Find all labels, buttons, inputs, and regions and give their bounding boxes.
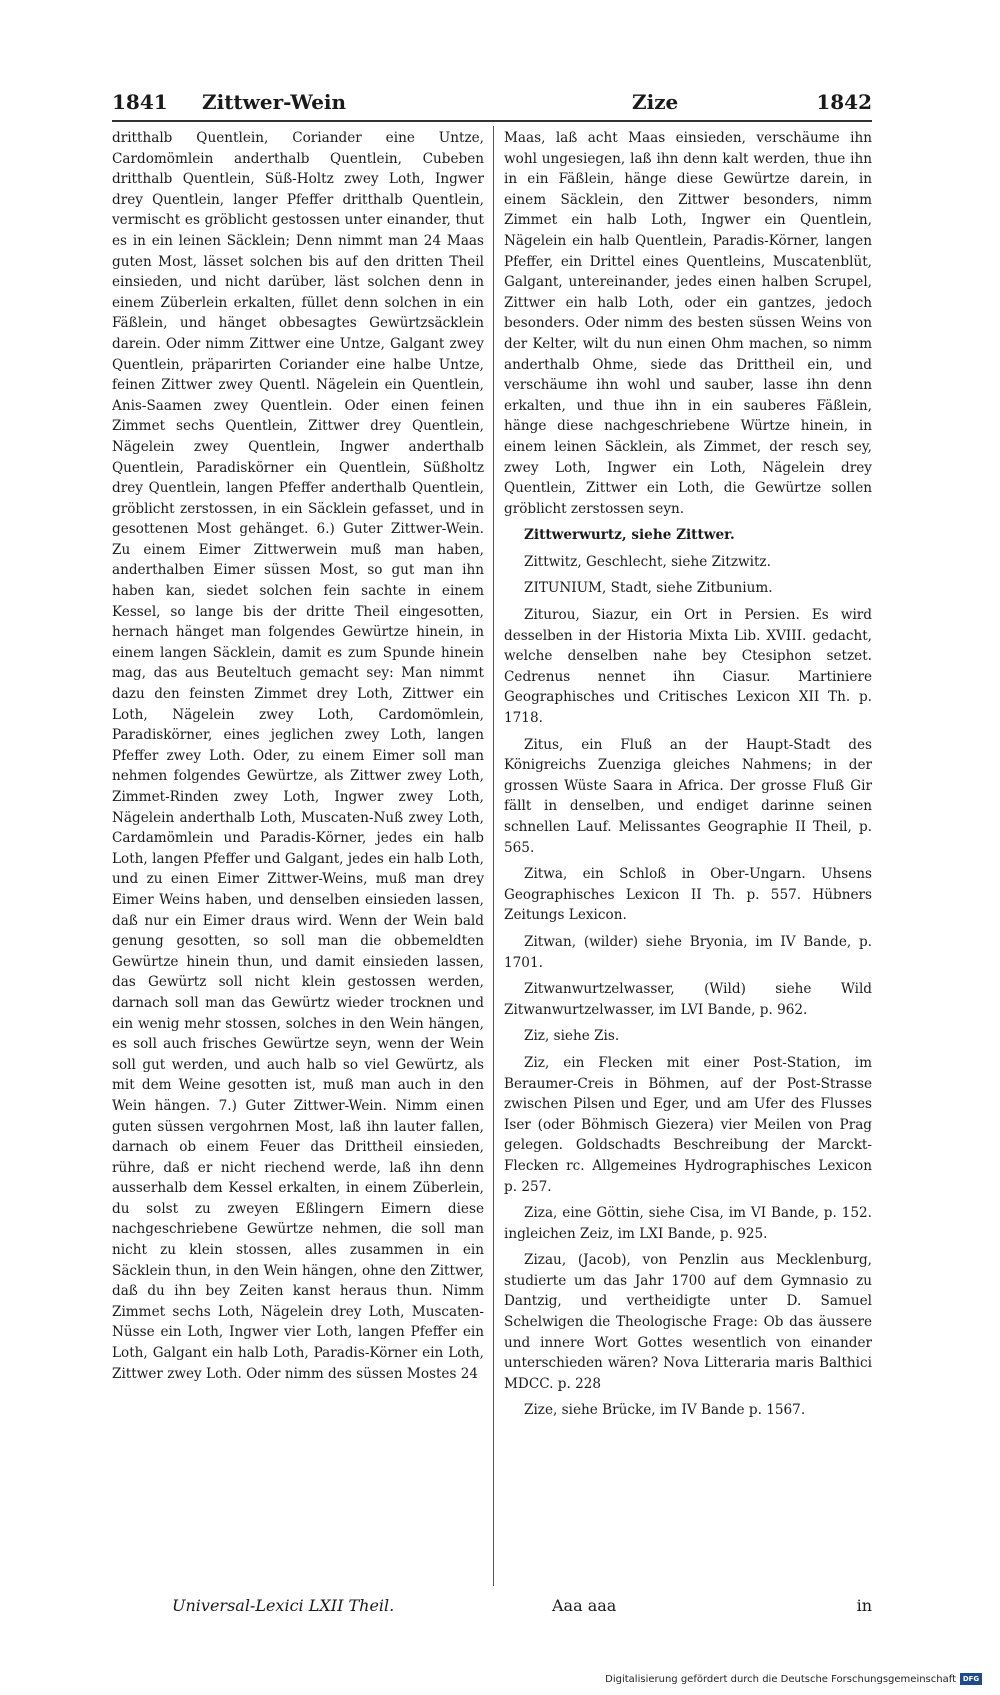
- dictionary-entry: Zize, siehe Brücke, im IV Bande p. 1567.: [524, 1402, 806, 1419]
- dictionary-entry: Ziturou, Siazur, ein Ort in Persien. Es wird desselben in der Historia Mixta Lib. XVIII. gedacht, welche denselben nahe bey Ctesiphon setzet. Cedrenus nennet ihn Ciasur. Martiniere Geographisches und Critisches Lexicon XII Th. p. 1718.: [504, 607, 872, 727]
- dictionary-entry: Ziza, eine Göttin, siehe Cisa, im VI Bande, p. 152. ingleichen Zeiz, im LXI Bande, p. 925.: [504, 1205, 872, 1242]
- page-number-left: 1841: [112, 90, 168, 114]
- digitization-note: Digitalisierung gefördert durch die Deutsche Forschungsgemeinschaft: [605, 1673, 956, 1685]
- dfg-logo-icon: DFG: [960, 1673, 982, 1685]
- left-column: [112, 128, 484, 1588]
- catchword: in: [856, 1596, 872, 1615]
- volume-title: Universal-Lexici LXII Theil.: [172, 1596, 395, 1615]
- right-column: [504, 128, 872, 1588]
- dictionary-entry: Ziz, ein Flecken mit einer Post-Station, im Beraumer-Creis in Böhmen, auf der Post-Strasse zwischen Pilsen und Eger, und am Ufer des Flusses Iser (oder Böhmisch Giezera) vier Meilen von Prag gelegen. Goldschadts Beschreibung der Marckt-Flecken rc. Allgemeines Hydrographisches Lexicon p. 257.: [504, 1054, 872, 1195]
- text-paragraph: dritthalb Quentlein, Coriander eine Untze, Cardomömlein anderthalb Quentlein, Cubeben dritthalb Quentlein, Süß-Holtz zwey Loth, Ingwer drey Quentlein, langer Pfeffer dritthalb Quentlein, vermischt es gröblicht gestossen unter einander, thut es in ein leinen Säcklein; Denn nimmt man 24 Maas guten Most, lässet solchen bis auf den dritten Theil einsieden, und nicht darüber, läst solchen denn in einem Züberlein erkalten, füllet denn solchen in ein Fäßlein, und hänget obbesagtes Gewürtzsäcklein darein. Oder nimm Zittwer eine Untze, Galgant zwey Quentlein, präparirten Coriander eine halbe Untze, feinen Zittwer zwey Quentl. Nägelein ein Quentlein, Anis-Saamen zwey Quentlein. Oder einen feinen Zimmet sechs Quentlein, Zittwer drey Quentlein, Nägelein zwey Quentlein, Ingwer anderthalb Quentlein, Paradiskörner ein Quentlein, Süßholtz drey Quentlein, langen Pfeffer anderthalb Quentlein, gröblicht zerstossen, in ein Säcklein gefasset, und in gesottenen Most gehänget. 6.) Guter Zittwer-Wein. Zu einem Eimer Zittwerwein muß man haben, anderthalben Eimer süssen Most, so gut man ihn haben kan, siedet solchen fein sachte in einem Kessel, so lange bis der dritte Theil eingesotten, hernach hänget man folgendes Gewürtze hinein, in einem langen Säcklein, damit es zum Spunde hinein mag, das aus Beuteltuch gemacht sey: Man nimmt dazu den feinsten Zimmet drey Loth, Zittwer ein Loth, Nägelein zwey Loth, Cardomömlein, Paradiskörner, eines jeglichen zwey Loth, langen Pfeffer zwey Loth. Oder, zu einem Eimer soll man nehmen folgendes Gewürtze, als Zittwer zwey Loth, Zimmet-Rinden zwey Loth, Ingwer zwey Loth, Nägelein anderthalb Loth, Muscaten-Nuß zwey Loth, Cardamömlein und Paradis-Körner, jedes ein halb Loth, langen Pfeffer und Galgant, jedes ein halb Loth, und zu einen Eimer Zittwer-Weins, muß man drey Eimer Weins haben, und denselben einsieden lassen, daß nur ein Eimer draus wird. Wenn der Wein bald genung gesotten, so soll man die obbemeldten Gewürtze hinein thun, und damit einsieden lassen, das Gewürtz soll nicht klein gestossen werden, darnach soll man das Gewürtz wieder trocknen und ein wenig mehr stossen, solches in den Wein hängen, es soll auch frisches Gewürtze seyn, wenn der Wein soll gut werden, und auch halb so viel Gewürtz, als mit dem Weine gesotten ist, muß man auch in den Wein hängen. 7.) Guter Zittwer-Wein. Nimm einen guten süssen vergohrnen Most, laß ihn lauter fallen, darnach ob einem Feuer das Drittheil einsieden, rühre, daß er nicht riechend werde, laß ihn denn ausserhalb dem Kessel erkalten, in einem Züberlein, du solst zu zweyen Eßlingern Eimern diese nachgeschriebene Gewürtze nehmen, die soll man nicht zu klein stossen, alles zusammen in ein Säcklein thun, in den Wein hängen, ohne den Zittwer, daß du ihn bey Zeiten kanst heraus thun. Nimm Zimmet sechs Loth, Nägelein drey Loth, Muscaten-Nüsse ein Loth, Ingwer vier Loth, langen Pfeffer ein Loth, Galgant ein halb Loth, Paradis-Körner ein Loth, Zittwer zwey Loth. Oder nimm des süssen Mostes 24: [112, 130, 484, 1382]
- dictionary-entry: Ziz, siehe Zis.: [524, 1028, 620, 1045]
- dictionary-entry: Zitwa, ein Schloß in Ober-Ungarn. Uhsens Geographisches Lexicon II Th. p. 557. Hübners Zeitungs Lexicon.: [504, 866, 872, 924]
- dictionary-entry: ZITUNIUM, Stadt, siehe Zitbunium.: [524, 580, 773, 597]
- page-header: [112, 86, 872, 122]
- header-right-word: Zize: [632, 90, 679, 114]
- dictionary-entry: Zitus, ein Fluß an der Haupt-Stadt des Königreichs Zuenziga gleiches Nahmens; in der grossen Wüste Saara in Africa. Der grosse Fluß Gir fällt in denselben, und endiget darinne seinen schnellen Lauf. Melissantes Geographie II Theil, p. 565.: [504, 736, 872, 856]
- dictionary-entry: Zitwan, (wilder) siehe Bryonia, im IV Bande, p. 1701.: [504, 933, 872, 971]
- signature-mark: Aaa aaa: [552, 1596, 617, 1615]
- dictionary-entry: Zittwitz, Geschlecht, siehe Zitzwitz.: [524, 553, 771, 570]
- text-paragraph: Maas, laß acht Maas einsieden, verschäume ihn wohl ungesiegen, laß ihn denn kalt werden, thue ihn in ein Fäßlein, hänge diese Gewürtze darein, in einem Säcklein, den Zittwer besonders, nimm Zimmet ein halb Loth, Ingwer ein Quentlein, Nägelein ein halb Quentlein, Paradis-Körner, langen Pfeffer, ein Drittel eines Quentleins, Muscatenblüt, Galgant, untereinander, jedes einen halben Scrupel, Zittwer ein halb Loth, oder ein gantzes, jedoch besonders. Oder nimm des besten süssen Weins von der Kelter, wilt du nun einen Ohm machen, so nimm anderthalb Ohme, siede das Drittheil ein, und verschäume ihn wohl und sauber, lasse ihn denn erkalten, und thue ihn in ein sauberes Fäßlein, hänge diese nachgeschriebene Würtze hinein, in einem leinen Säcklein, als Zimmet, der resch sey, zwey Loth, Ingwer ein Loth, Nägelein drey Quentlein, Zittwer ein Loth, die Gewürtze sollen gröblicht zerstossen seyn.: [504, 130, 872, 517]
- column-divider: [493, 126, 494, 1586]
- dictionary-entry: Zittwerwurtz, siehe Zittwer.: [524, 527, 735, 544]
- digitization-credit: [605, 1673, 982, 1685]
- page: [112, 86, 872, 1626]
- header-left-word: Zittwer-Wein: [202, 90, 347, 114]
- page-footer: [112, 1592, 872, 1626]
- dictionary-entry: Zitwanwurtzelwasser, (Wild) siehe Wild Zitwanwurtzelwasser, im LVI Bande, p. 962.: [504, 981, 872, 1018]
- page-number-right: 1842: [816, 90, 872, 114]
- dictionary-entry: Zizau, (Jacob), von Penzlin aus Mecklenburg, studierte um das Jahr 1700 auf dem Gymnasio zu Dantzig, und vertheidigte unter D. Samuel Schelwigen die Theologische Frage: Ob das äussere und innere Wort Gottes wesentlich von einander unterschieden wären? Nova Litteraria maris Balthici MDCC. p. 228: [504, 1252, 872, 1392]
